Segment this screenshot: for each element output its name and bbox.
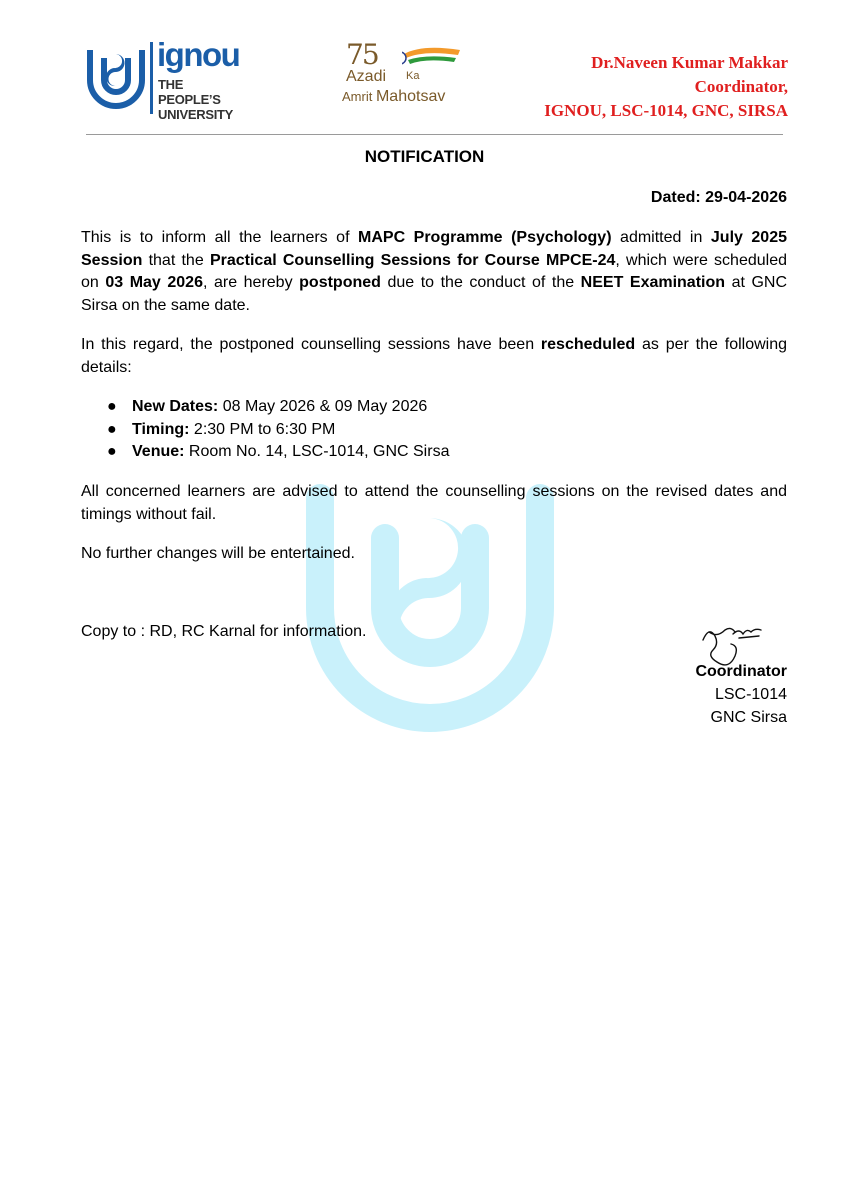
signatory-centre: LSC-1014 <box>714 686 787 703</box>
schedule-details-list <box>81 396 787 464</box>
coordinator-role: Coordinator, <box>694 77 788 96</box>
p1-text-1: This is to inform all the learners of <box>81 229 359 246</box>
paragraph-no-changes: No further changes will be entertained. <box>81 545 355 562</box>
signature-block <box>647 618 787 738</box>
paragraph-postponement <box>81 227 787 317</box>
ignou-tagline-line2: UNIVERSITY <box>158 107 234 122</box>
p1-text-7: at GNC Sirsa on the same date. <box>81 274 788 314</box>
ignou-tagline <box>158 77 247 122</box>
detail-label: Venue: <box>132 443 185 460</box>
p1-postponed: postponed <box>299 274 381 291</box>
p1-original-date: 03 May 2026 <box>105 274 203 291</box>
ignou-wordmark: ignou <box>157 36 240 73</box>
p1-text-6: due to the conduct of the <box>380 274 581 291</box>
ignou-emblem-icon <box>82 44 150 112</box>
p1-session: July 2025 Session <box>81 229 788 269</box>
detail-value: Room No. 14, LSC-1014, GNC Sirsa <box>184 443 450 460</box>
detail-label: Timing: <box>132 420 190 438</box>
p1-text-2: admitted in <box>611 229 711 246</box>
aka-mahotsav: Mahotsav <box>375 88 446 105</box>
detail-value: 08 May 2026 & 09 May 2026 <box>218 398 428 415</box>
header-divider <box>86 134 783 135</box>
bullet: ● <box>107 398 117 415</box>
list-item-new-dates <box>81 396 787 419</box>
p1-text-3: that the <box>142 251 210 269</box>
aka-azadi: Azadi <box>346 68 387 85</box>
signatory-title: Coordinator <box>695 663 787 680</box>
aka-amrit: Amrit <box>342 89 373 104</box>
p2-text-1: In this regard, the postponed counselling sessions have been <box>81 336 541 353</box>
p1-text-5: , are hereby <box>202 274 300 291</box>
coordinator-org: IGNOU, LSC-1014, GNC, SIRSA <box>544 101 788 120</box>
ignou-tagline-line1: THE PEOPLE’S <box>158 77 221 107</box>
p1-programme: MAPC Programme (Psychology) <box>358 229 612 246</box>
coordinator-letterhead <box>544 51 788 123</box>
p1-text-4: , which were scheduled on <box>81 251 788 291</box>
list-item-timing <box>81 419 787 442</box>
notification-date: Dated: 29-04-2026 <box>650 189 787 206</box>
azadi-ka-amrit-mahotsav-logo <box>340 40 480 110</box>
detail-value: 2:30 PM to 6:30 PM <box>189 420 336 438</box>
paragraph-rescheduled <box>81 334 787 379</box>
ignou-logo <box>82 36 247 122</box>
detail-label: New Dates: <box>132 398 219 415</box>
p1-course: Practical Counselling Sessions for Course MPCE-24 <box>209 251 616 269</box>
p1-exam: NEET Examination <box>580 274 726 291</box>
tricolour-flag-icon <box>402 46 462 68</box>
list-item-venue <box>81 441 787 464</box>
paragraph-advice: All concerned learners are advised to attend the counselling sessions on the revised dates and timings without fail. <box>81 483 787 523</box>
ignou-logo-divider <box>150 42 153 114</box>
bullet: ● <box>107 443 117 460</box>
copy-to-line: Copy to : RD, RC Karnal for information. <box>81 623 367 640</box>
aka-ka: Ka <box>406 70 420 82</box>
aka-75-mark: 75 <box>346 38 378 71</box>
coordinator-name: Dr.Naveen Kumar Makkar <box>591 53 788 72</box>
signatory-college: GNC Sirsa <box>710 709 787 726</box>
aka-amrit-mahotsav <box>342 88 445 106</box>
notification-title: NOTIFICATION <box>364 147 485 166</box>
p2-rescheduled: rescheduled <box>540 336 636 353</box>
bullet: ● <box>107 420 117 438</box>
p2-text-2: as per the following details: <box>81 336 788 376</box>
